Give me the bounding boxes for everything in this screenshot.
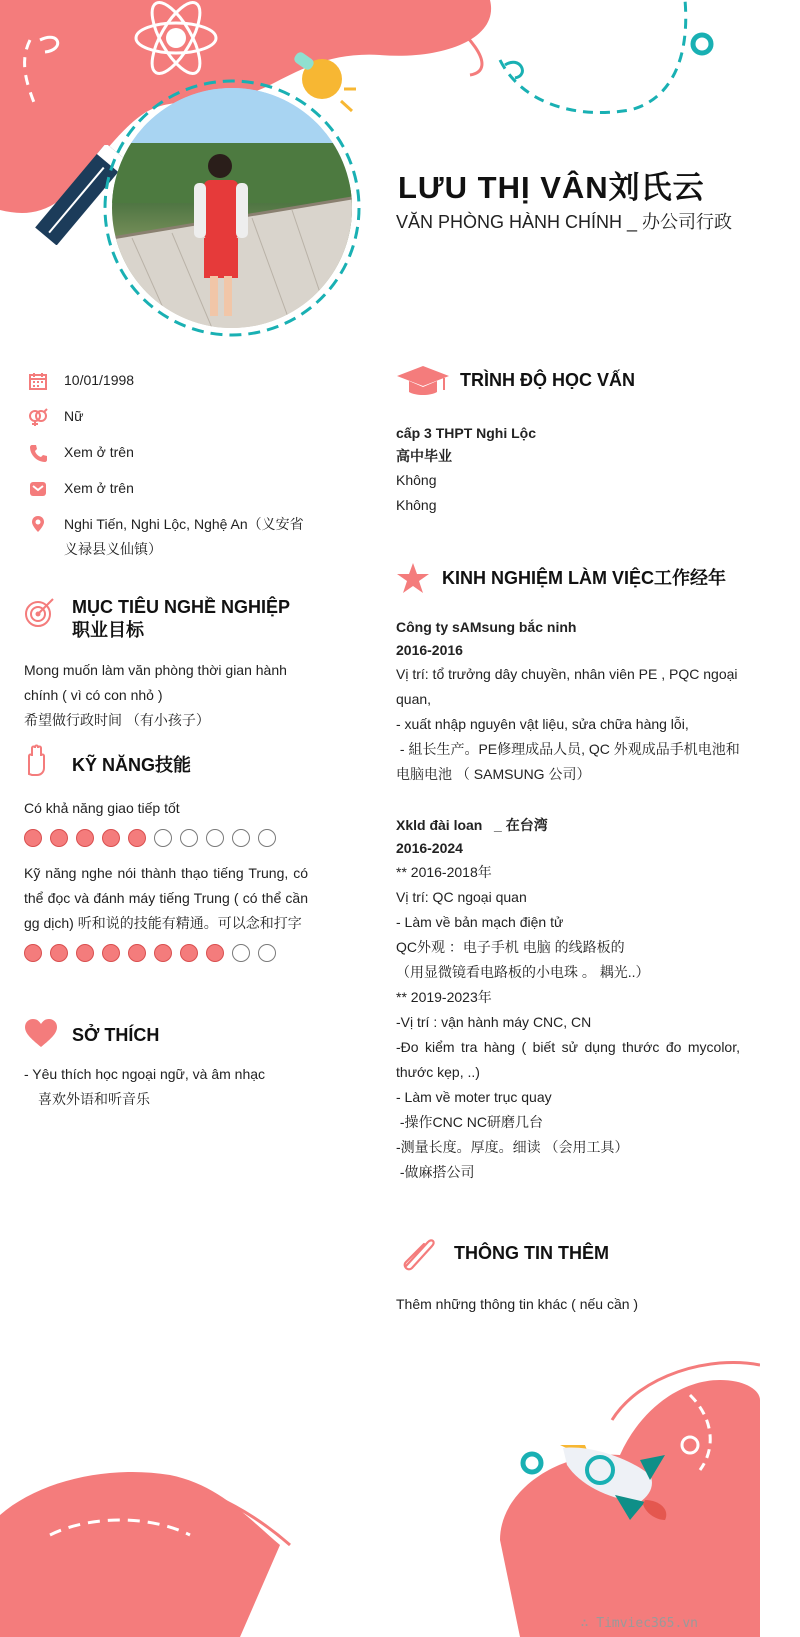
birthdate-text: 10/01/1998 — [64, 372, 135, 388]
education-line-1: Không — [396, 472, 437, 488]
rating-dot-empty — [258, 829, 276, 847]
job-2-line: -Vị trí : vận hành máy CNC, CN — [396, 1014, 592, 1030]
heart-icon — [24, 1018, 58, 1048]
objective-heading — [24, 596, 308, 642]
job-2-line: - Làm về bản mạch điện tử — [396, 914, 564, 930]
contact-address — [26, 512, 316, 562]
job-1-line: - xuất nhập nguyên vật liệu, sửa chữa hàng lỗi, — [396, 716, 689, 732]
job-title: VĂN PHÒNG HÀNH CHÍNH _ 办公司行政 — [396, 212, 733, 232]
hobby-text-zh: 喜欢外语和听音乐 — [38, 1091, 150, 1107]
email-text: Xem ở trên — [64, 480, 134, 496]
phone-text: Xem ở trên — [64, 444, 134, 460]
email-icon — [28, 479, 48, 499]
calendar-icon — [28, 371, 48, 391]
rating-dot-filled — [154, 944, 172, 962]
rating-dot-filled — [76, 829, 94, 847]
job-1-line: - 組长生产。PE修理成品人员, QC 外观成品手机电池和电脑电池 （ SAMSUNG 公司） — [396, 741, 740, 782]
objective-section — [24, 596, 308, 733]
job-1-period: 2016-2016 — [396, 642, 463, 658]
job-2-line: QC外观 ：电子手机 电脑 的线路板的 — [396, 939, 625, 955]
atom-icon — [132, 0, 222, 82]
skill-2-text: Kỹ năng nghe nói thành thạo tiếng Trung, có thể đọc và đánh máy tiếng Trung ( có thể cần gg dịch) 听和说的技能有精通。可以念和打字 — [24, 865, 308, 931]
rating-dot-filled — [180, 944, 198, 962]
rating-dot-filled — [128, 829, 146, 847]
graduation-cap-icon — [396, 364, 450, 398]
job-2-line: - Làm về moter trục quay — [396, 1089, 552, 1105]
job-2-line: ** 2016-2018年 — [396, 864, 492, 880]
contact-email — [26, 476, 316, 501]
rating-dot-empty — [232, 829, 250, 847]
contact-info — [26, 368, 316, 573]
hand-icon — [24, 744, 48, 778]
rating-dot-filled — [76, 944, 94, 962]
degree-name: 高中毕业 — [396, 448, 452, 464]
location-icon — [28, 515, 48, 535]
rating-dot-empty — [258, 944, 276, 962]
rating-dot-filled — [128, 944, 146, 962]
objective-text-vi: Mong muốn làm văn phòng thời gian hành chính ( vì có con nhỏ ) — [24, 662, 287, 703]
skills-heading-text: KỸ NĂNG技能 — [72, 755, 192, 775]
job-1-company: Công ty sAMsung bắc ninh — [396, 619, 577, 635]
rating-dot-empty — [154, 829, 172, 847]
avatar — [112, 88, 352, 328]
job-2-line: ** 2019-2023年 — [396, 989, 492, 1005]
job-2-line: -操作CNC NC研磨几台 — [396, 1114, 543, 1130]
education-line-2: Không — [396, 497, 437, 513]
education-heading-text: TRÌNH ĐỘ HỌC VẤN — [460, 370, 635, 390]
hobbies-section — [24, 1016, 308, 1112]
job-2-line: -测量长度。厚度。细读 （会用工具） — [396, 1139, 629, 1155]
job-2-line: -Đo kiểm tra hàng ( biết sử dụng thước đo mycolor, thước kẹp, ..) — [396, 1039, 740, 1080]
star-icon — [396, 562, 430, 594]
hobbies-heading — [24, 1016, 308, 1054]
job-2-period: 2016-2024 — [396, 840, 463, 856]
rocket-icon — [555, 1440, 685, 1540]
extra-section — [396, 1234, 740, 1317]
hobbies-heading-text: SỞ THÍCH — [72, 1025, 160, 1045]
objective-heading-text: MỤC TIÊU NGHỀ NGHIỆP 职业目标 — [72, 597, 290, 640]
rating-dot-empty — [180, 829, 198, 847]
rating-dot-filled — [24, 944, 42, 962]
job-2-line: -做麻搭公司 — [396, 1164, 475, 1180]
job-2-company: Xkld đài loan _ 在台湾 — [396, 817, 548, 833]
watermark: ∴ Timviec365.vn — [580, 1616, 698, 1631]
skill-1-rating — [24, 829, 308, 847]
school-name: cấp 3 THPT Nghi Lộc — [396, 425, 537, 441]
profile-photo — [112, 88, 352, 328]
education-heading — [396, 362, 740, 398]
job-1 — [396, 616, 740, 787]
job-1-line: Vị trí: tổ trưởng dây chuyền, nhân viên PE , PQC ngoại quan, — [396, 666, 738, 707]
paperclip-icon — [398, 1234, 438, 1272]
rating-dot-empty — [206, 829, 224, 847]
objective-text-zh: 希望做行政时间 （有小孩子） — [24, 712, 210, 728]
rating-dot-filled — [50, 829, 68, 847]
gender-text: Nữ — [64, 408, 84, 424]
extra-text: Thêm những thông tin khác ( nếu cần ) — [396, 1296, 639, 1312]
contact-phone — [26, 440, 316, 465]
experience-heading-text: KINH NGHIỆM LÀM VIỆC工作经年 — [442, 568, 727, 588]
skill-2-rating — [24, 944, 308, 962]
rating-dot-filled — [102, 829, 120, 847]
extra-heading-text: THÔNG TIN THÊM — [454, 1243, 609, 1263]
rating-dot-filled — [24, 829, 42, 847]
hobby-text-vi: - Yêu thích học ngoại ngữ, và âm nhạc — [24, 1066, 266, 1082]
skill-1-text: Có khả năng giao tiếp tốt — [24, 800, 180, 816]
experience-heading — [396, 560, 740, 596]
education-section — [396, 362, 740, 518]
job-2 — [396, 814, 740, 1185]
rating-dot-filled — [50, 944, 68, 962]
phone-icon — [28, 443, 48, 463]
experience-section — [396, 560, 740, 1185]
full-name: LƯU THỊ VÂN刘氏云 — [398, 170, 705, 205]
address-text: Nghi Tiến, Nghi Lộc, Nghệ An（义安省义禄县义仙镇） — [64, 516, 304, 557]
job-2-line: （用显微镜看电路板的小电珠 。 耦光..） — [396, 964, 650, 980]
gender-icon — [28, 407, 48, 427]
rating-dot-filled — [102, 944, 120, 962]
contact-gender — [26, 404, 316, 429]
skills-section — [24, 746, 308, 962]
rating-dot-filled — [206, 944, 224, 962]
target-icon — [24, 596, 56, 628]
job-2-line: Vị trí: QC ngoại quan — [396, 889, 527, 905]
rating-dot-empty — [232, 944, 250, 962]
extra-heading — [396, 1234, 740, 1272]
skills-heading — [24, 746, 308, 784]
contact-birthdate — [26, 368, 316, 393]
